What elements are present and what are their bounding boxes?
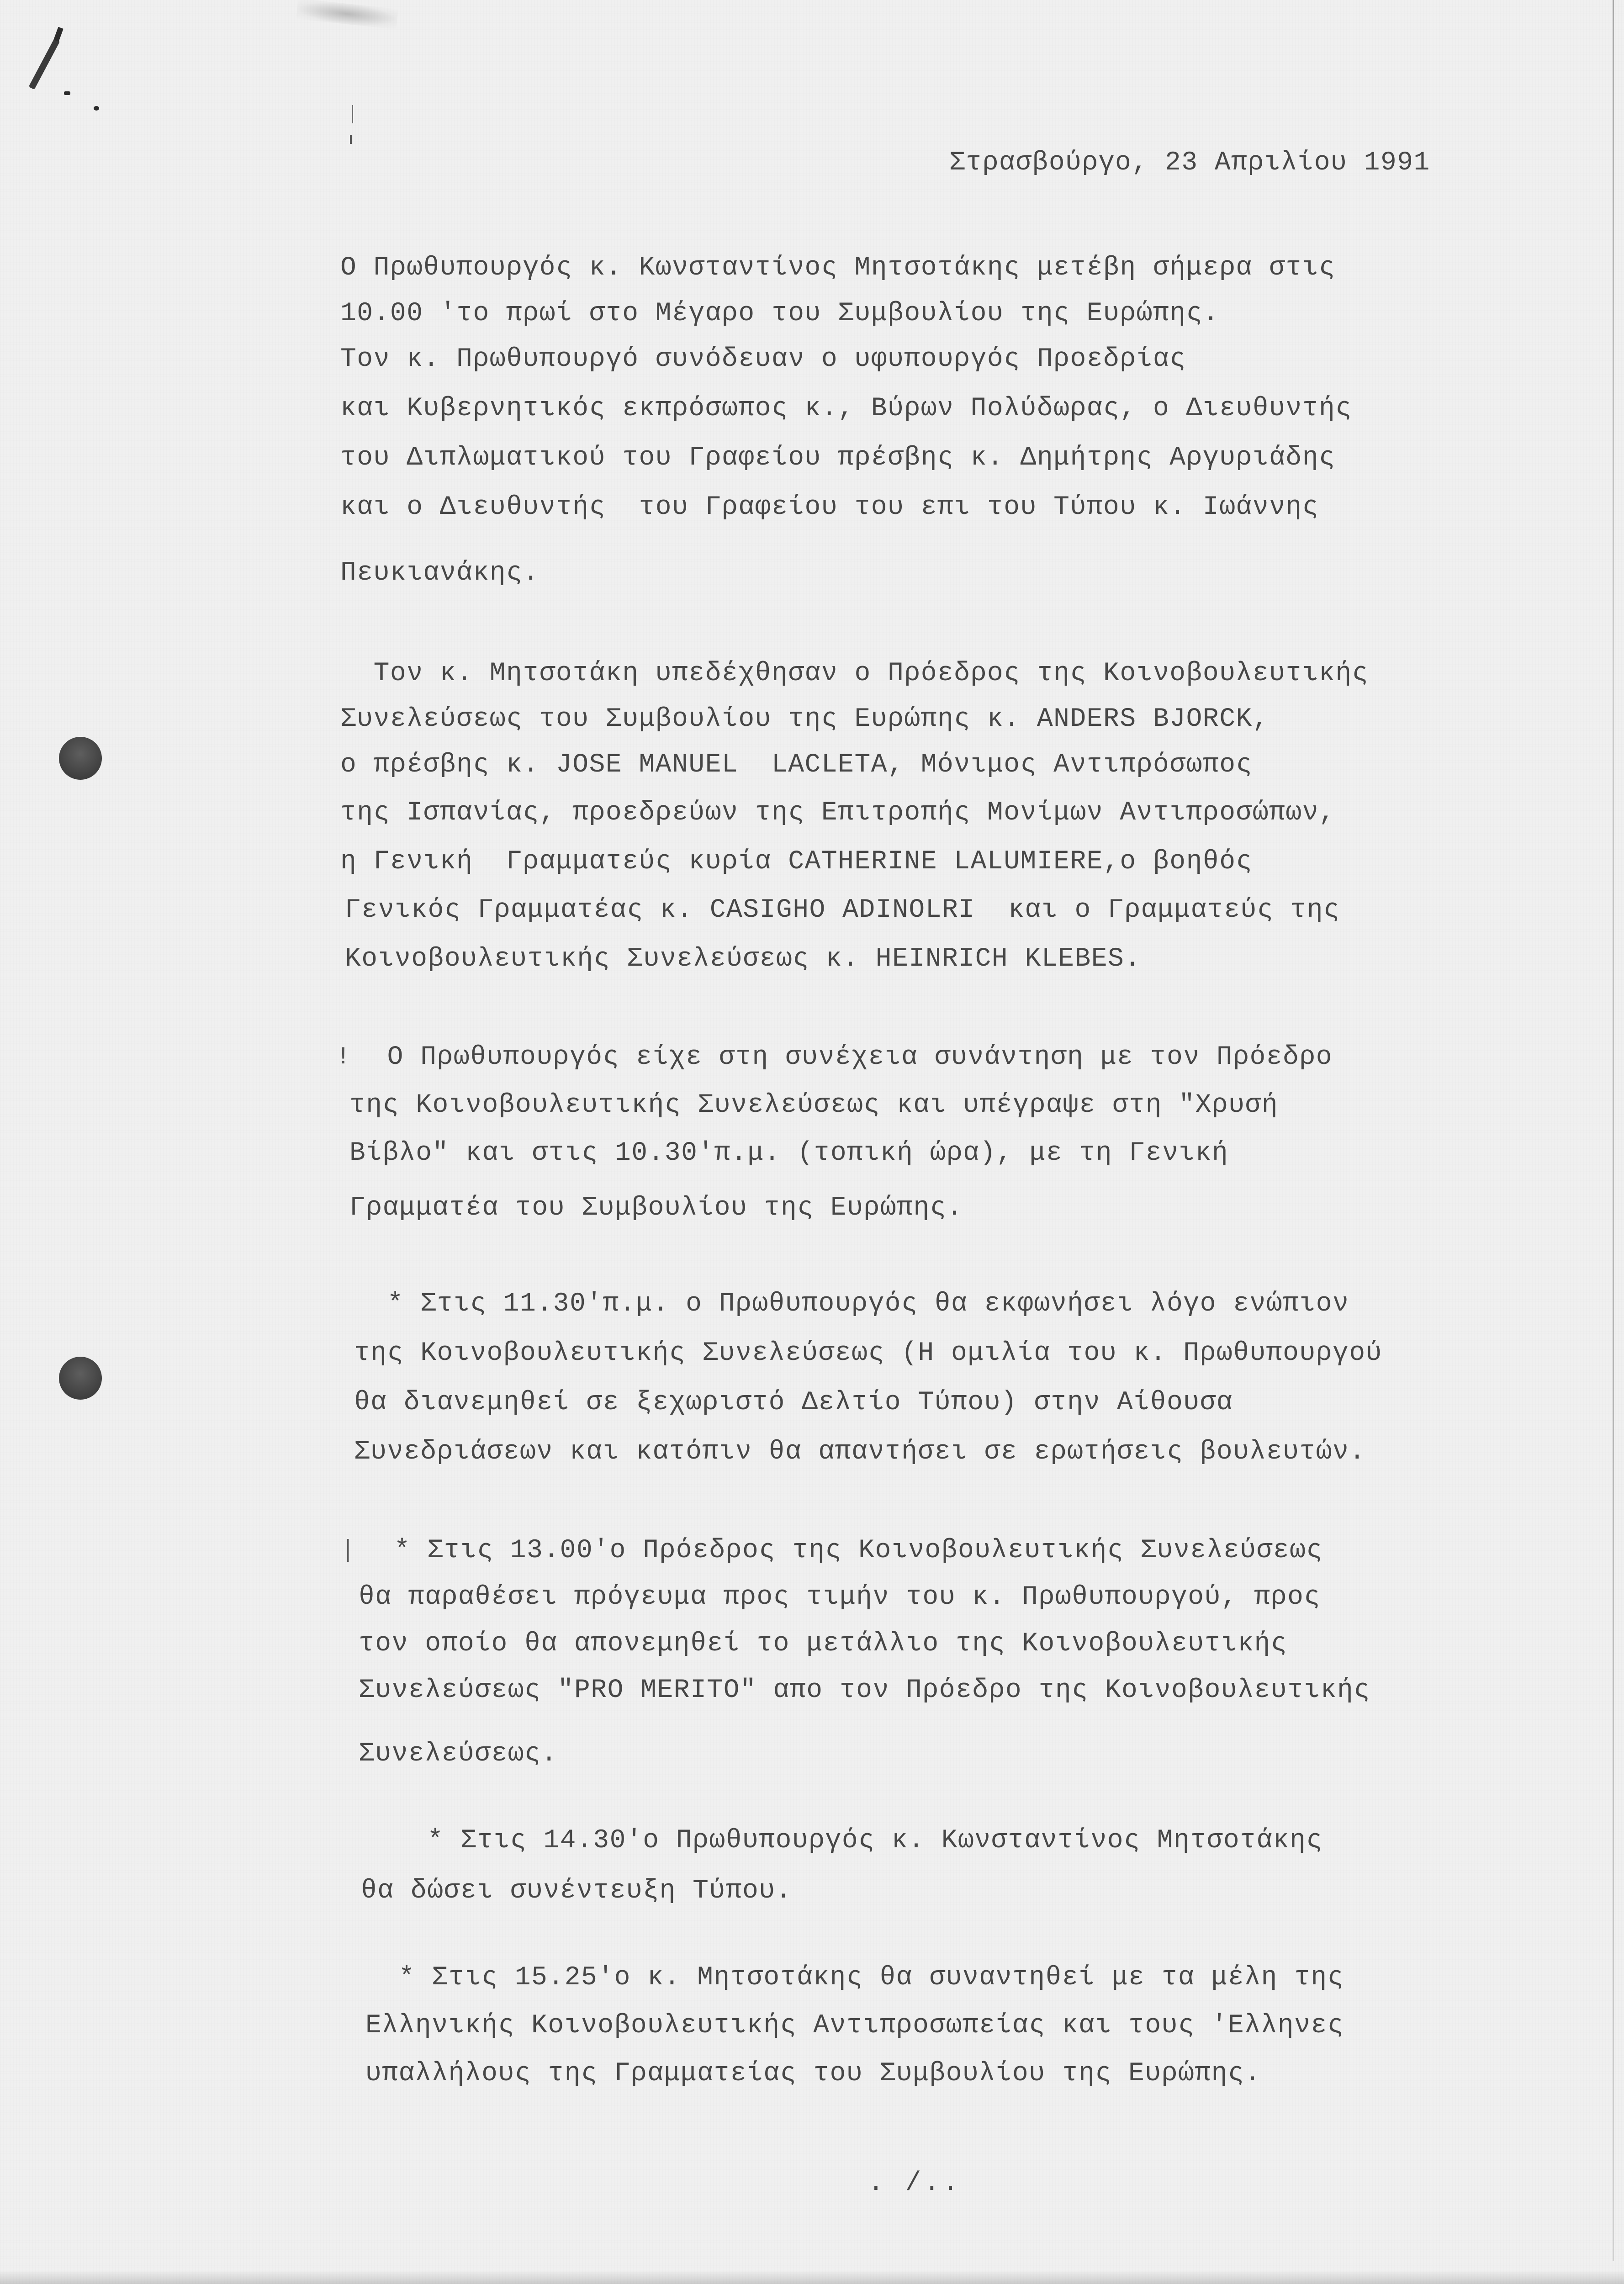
text-line: Συνελεύσεως. (359, 1739, 558, 1769)
text-line: του Διπλωματικού του Γραφείου πρέσβης κ. Δημήτρης Αργυριάδης (340, 443, 1336, 473)
ink-mark (29, 38, 60, 90)
text-line: της Ισπανίας, προεδρεύων της Επιτροπής Μονίμων Αντιπροσώπων, (340, 798, 1336, 828)
text-line: Τον κ. Μητσοτάκη υπεδέχθησαν ο Πρόεδρος της Κοινοβουλευτικής (340, 659, 1369, 688)
text-line: θα δώσει συνέντευξη Τύπου. (361, 1876, 792, 1906)
ink-dot (94, 106, 99, 111)
text-line: της Κοινοβουλευτικής Συνελεύσεως και υπέγραψε στη "Χρυσή (349, 1090, 1279, 1120)
text-line: Ο Πρωθυπουργός είχε στη συνέχεια συνάντηση με τον Πρόεδρο (354, 1042, 1333, 1072)
text-line: Γενικός Γραμματέας κ. CASIGHO ADINOLRI και ο Γραμματεύς της (345, 895, 1340, 925)
text-line: * Στις 14.30'ο Πρωθυπουργός κ. Κωνσταντίνος Μητσοτάκης (361, 1826, 1323, 1856)
scan-smudge (296, 0, 398, 29)
text-line: Ο Πρωθυπουργός κ. Κωνσταντίνος Μητσοτάκης μετέβη σήμερα στις (340, 253, 1336, 283)
text-line: Πευκιανάκης. (340, 558, 540, 588)
text-line: * Στις 15.25'ο κ. Μητσοτάκης θα συναντηθεί με τα μέλη της (365, 1963, 1344, 1993)
scan-bottom-shadow (0, 2270, 1624, 2284)
text-line: θα παραθέσει πρόγευμα προς τιμήν του κ. Πρωθυπουργού, προς (359, 1582, 1321, 1612)
scan-line-mark (350, 135, 352, 144)
text-line: υπαλλήλους της Γραμματείας του Συμβουλίου της Ευρώπης. (365, 2059, 1261, 2088)
text-line: Γραμματέα του Συμβουλίου της Ευρώπης. (349, 1193, 963, 1223)
text-line: και ο Διευθυντής του Γραφείου του επι του Τύπου κ. Ιωάννης (340, 492, 1319, 522)
text-line: Τον κ. Πρωθυπουργό συνόδευαν ο υφυπουργός Προεδρίας (340, 344, 1186, 374)
text-line: η Γενική Γραμματεύς κυρία CATHERINE LALUMIERE,ο βοηθός (340, 847, 1253, 877)
text-line: Ελληνικής Κοινοβουλευτικής Αντιπροσωπείας και τους 'Ελληνες (365, 2011, 1344, 2041)
text-line: και Κυβερνητικός εκπρόσωπος κ., Βύρων Πολύδωρας, ο Διευθυντής (340, 394, 1352, 423)
scan-line-mark (352, 105, 353, 123)
text-line: ο πρέσβης κ. JOSE MANUEL LACLETA, Μόνιμος Αντιπρόσωπος (340, 750, 1253, 780)
text-line: Συνελεύσεως "PRO MERITO" απο τον Πρόεδρο της Κοινοβουλευτικής (359, 1676, 1370, 1705)
text-line: * Στις 11.30'π.μ. ο Πρωθυπουργός θα εκφωνήσει λόγο ενώπιον (354, 1289, 1349, 1319)
margin-mark: ! (336, 1043, 351, 1071)
text-line: Συνελεύσεως του Συμβουλίου της Ευρώπης κ. ANDERS BJORCK, (340, 704, 1270, 734)
ink-mark (64, 91, 70, 95)
text-line: Συνεδριάσεων και κατόπιν θα απαντήσει σε ερωτήσεις βουλευτών. (354, 1437, 1366, 1467)
text-line: Βίβλο" και στις 10.30'π.μ. (τοπική ώρα), με τη Γενική (349, 1138, 1229, 1168)
text-line: θα διανεμηθεί σε ξεχωριστό Δελτίο Τύπου) στην Αίθουσα (354, 1388, 1233, 1417)
text-line: Κοινοβουλευτικής Συνελεύσεως κ. HEINRICH KLEBES. (345, 944, 1141, 974)
punch-hole-icon (59, 737, 102, 780)
text-line: 10.00 'το πρωί στο Μέγαρο του Συμβουλίου της Ευρώπης. (340, 299, 1220, 328)
page-edge-line (1613, 0, 1614, 2261)
dateline: Στρασβούργο, 23 Απριλίου 1991 (949, 148, 1430, 178)
text-line: τον οποίο θα απονεμηθεί το μετάλλιο της Κοινοβουλευτικής (359, 1629, 1288, 1659)
continuation-marker: . /.. (868, 2168, 962, 2198)
text-line: της Κοινοβουλευτικής Συνελεύσεως (Η ομιλία του κ. Πρωθυπουργού (354, 1338, 1382, 1368)
punch-hole-icon (59, 1357, 102, 1400)
margin-mark: | (340, 1537, 355, 1565)
text-line: * Στις 13.00'ο Πρόεδρος της Κοινοβουλευτικής Συνελεύσεως (361, 1536, 1323, 1565)
ink-mark (53, 27, 63, 42)
